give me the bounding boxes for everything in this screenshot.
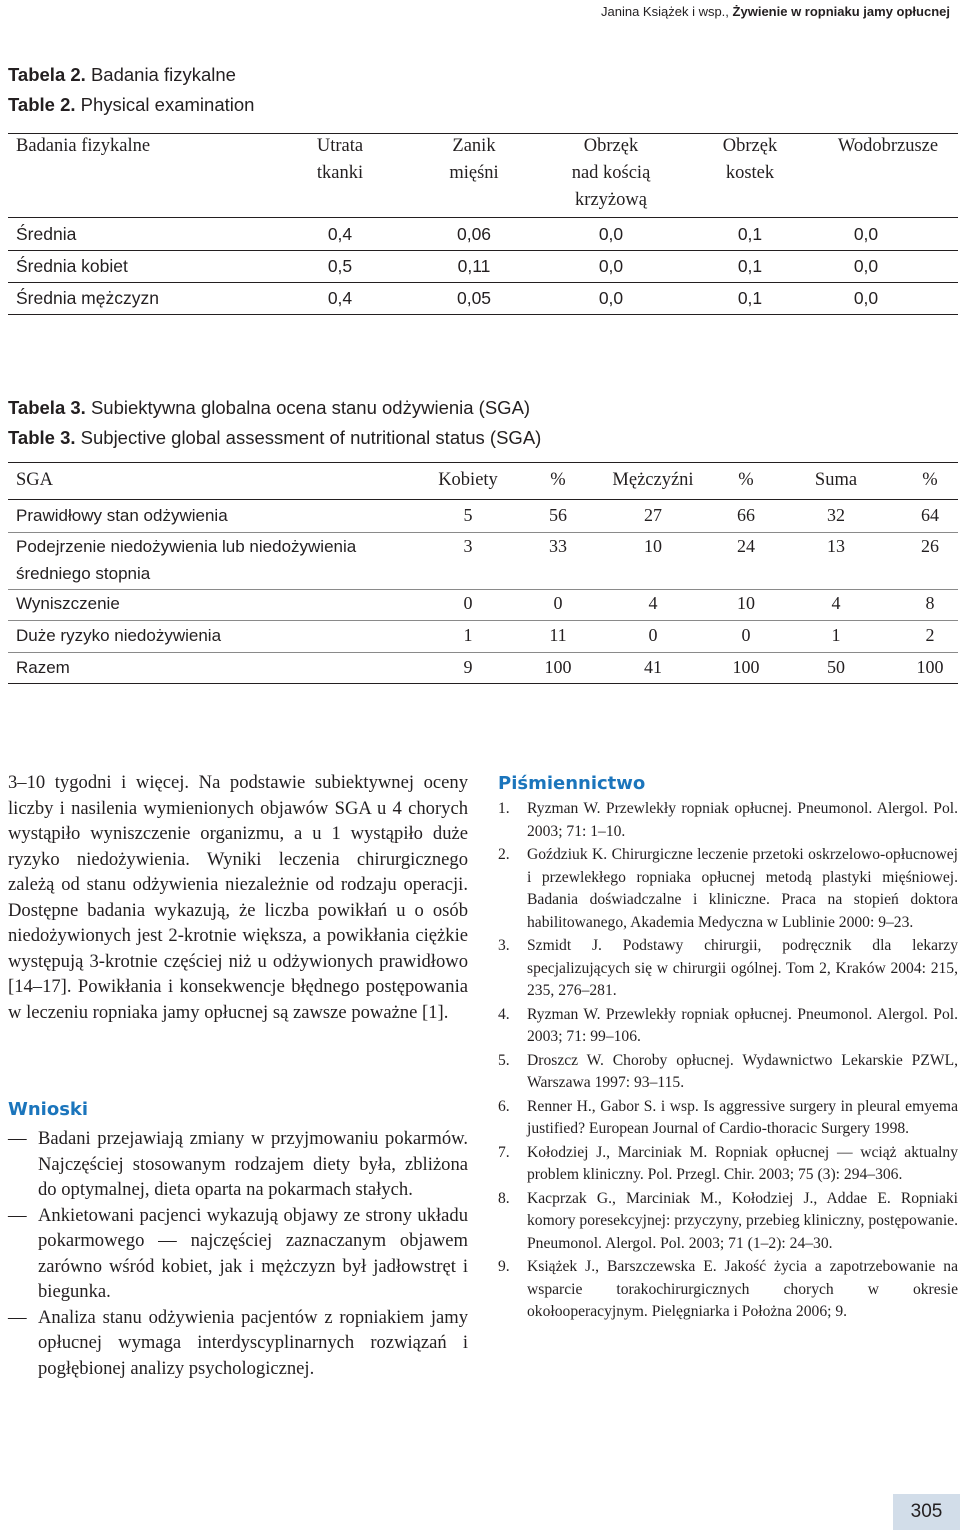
reference-number: 9.	[498, 1258, 510, 1275]
table3-header-pct1: %	[550, 470, 566, 490]
reference-text: Szmidt J. Podstawy chirurgii, podręcznik dla lekarzy specjalizujących się w chirurgii ogólnej. Tom 2, Kraków 2004: 215, 235, 276–281.	[527, 937, 958, 999]
table2-cell: 0,0	[853, 256, 879, 276]
table3-cell: 3	[463, 536, 473, 556]
table2-header-5: Wodobrzusze	[837, 136, 939, 156]
conclusion-text: Badani przejawiają zmiany w przyjmowaniu pokarmów. Najczęściej stosowanym rodzajem diety była, zbliżona do optymalnej, dieta oparta na pokarmach stałych.	[38, 1128, 468, 1200]
references-section	[498, 772, 958, 1325]
page-number: 305	[893, 1494, 960, 1530]
table2-label-pl: Tabela 2.	[8, 64, 86, 85]
reference-number: 8.	[498, 1189, 510, 1207]
running-head-title: Żywienie w ropniaku jamy opłucnej	[732, 4, 950, 19]
table3-header-kobiety: Kobiety	[438, 470, 498, 490]
reference-item	[498, 935, 958, 1003]
table3-header-pct3: %	[922, 470, 938, 490]
reference-item	[498, 844, 958, 934]
table2-cell: 0,11	[457, 256, 491, 276]
table2-cell: 0,0	[598, 224, 624, 244]
table2-cell: 0,0	[598, 288, 624, 308]
table2-header-0: Badania fizykalne	[16, 136, 151, 156]
table2-cell: 0,06	[456, 224, 492, 244]
reference-text: Droszcz W. Choroby opłucnej. Wydawnictwo Lekarskie PZWL, Warszawa 1997: 93–115.	[527, 1051, 958, 1091]
reference-text: Ryzman W. Przewlekły ropniak opłucnej. Pneumonol. Alergol. Pol. 2003; 71: 1–10.	[527, 800, 958, 840]
table2-row-rule	[8, 282, 958, 283]
reference-number: 4.	[498, 1005, 510, 1023]
table3-cell: 100	[916, 657, 944, 677]
reference-number: 2.	[498, 846, 510, 863]
table2-cell: 0,5	[327, 256, 353, 276]
reference-item	[498, 1096, 958, 1141]
dash: —	[8, 1306, 27, 1328]
table3-header-suma: Suma	[814, 470, 858, 490]
table3-title-en: Subjective global assessment of nutritional status (SGA)	[80, 427, 542, 448]
table3-bottom-rule	[8, 683, 958, 684]
table3-cell: 10	[644, 536, 662, 556]
table2-row-label: Średnia	[16, 224, 77, 244]
table2-title-pl: Badania fizykalne	[90, 64, 236, 85]
table3-cell: 9	[463, 657, 473, 677]
dash: —	[8, 1128, 27, 1149]
table2-row-label: Średnia mężczyzn	[16, 288, 159, 308]
references-heading: Piśmiennictwo	[498, 773, 646, 794]
reference-text: Goździuk K. Chirurgiczne leczenie przetoki oskrzelowo-opłucnowej i przewlekłego ropniaka opłucnej metodą plastyki mięśniowej. Badania doświadczalne i kliniczne. Praca na stopień doktora habilitowanego, Akademia Medyczna w Lublinie 2000: 9–23.	[527, 846, 958, 931]
table3-title-pl: Subiektywna globalna ocena stanu odżywienia (SGA)	[90, 397, 531, 418]
table2-cell: 0,0	[853, 224, 879, 244]
table3-cell: 4	[831, 593, 841, 613]
reference-number: 6.	[498, 1097, 510, 1115]
table2-cell: 0,1	[737, 288, 763, 308]
running-head	[601, 4, 950, 19]
reference-number: 7.	[498, 1143, 510, 1161]
conclusion-item	[8, 1305, 468, 1382]
body-left-column	[8, 770, 468, 1025]
reference-text: Książek J., Barszczewska E. Jakość życia a zapotrzebowanie na wsparcie torakochirurgicznych chorych w okresie okołooperacyjnym. Pielęgniarka i Położna 2006; 9.	[527, 1258, 958, 1320]
table3-cell: 5	[463, 505, 473, 525]
table3-label-en: Table 3.	[8, 427, 76, 448]
conclusions-section	[8, 1098, 468, 1381]
table2-header-3: Obrzęk nad kością krzyżową	[571, 136, 651, 210]
conclusion-text: Ankietowani pacjenci wykazują objawy ze strony układu pokarmowego — najczęściej zaznaczanym objawem zarówno wśród kobiet, jak i mężczyzn był jadłowstręt i biegunka.	[38, 1204, 468, 1302]
table3-cell: 10	[737, 593, 755, 613]
conclusions-heading: Wnioski	[8, 1099, 89, 1120]
table3-cell: 64	[921, 505, 939, 525]
table3-cell: 50	[827, 657, 845, 677]
table3-cell: 0	[741, 625, 751, 645]
table3-cell: 1	[831, 625, 841, 645]
table3-cell: 11	[549, 625, 567, 645]
table2-title-en: Physical examination	[80, 94, 255, 115]
table3-row-label: Podejrzenie niedożywienia lub niedożywienia średniego stopnia	[16, 537, 357, 583]
table2-bottom-rule	[8, 314, 958, 315]
conclusion-item	[8, 1203, 468, 1305]
reference-text: Renner H., Gabor S. i wsp. Is aggressive surgery in pleural emyema justified? European Journal of Cardio-thoracic Surgery 1998.	[527, 1097, 958, 1137]
reference-number: 3.	[498, 937, 510, 954]
reference-item	[498, 1004, 958, 1049]
running-head-authors: Janina Książek i wsp.,	[601, 4, 729, 19]
table3-row-rule	[8, 652, 958, 653]
table2-header-1: Utrata tkanki	[316, 136, 364, 183]
table3-cell: 0	[463, 593, 473, 613]
table3-cell: 8	[925, 593, 935, 613]
table3-cell: 26	[921, 536, 939, 556]
reference-item	[498, 1050, 958, 1095]
table3-cell: 27	[644, 505, 662, 525]
reference-item	[498, 1188, 958, 1256]
table3-cell: 100	[544, 657, 572, 677]
table3-row-rule	[8, 620, 958, 621]
reference-text: Ryzman W. Przewlekły ropniak opłucnej. Pneumonol. Alergol. Pol. 2003; 71: 99–106.	[527, 1005, 958, 1045]
table2-cell: 0,05	[456, 288, 492, 308]
dash: —	[8, 1204, 27, 1226]
reference-text: Kołodziej J., Marciniak M. Ropniak opłucnej — wciąż aktualny problem kliniczny. Pol. Przegl. Chir. 2003; 75 (3): 294–306.	[527, 1143, 958, 1183]
reference-number: 1.	[498, 800, 510, 817]
table2-cell: 0,1	[737, 256, 763, 276]
conclusion-item	[8, 1126, 468, 1203]
reference-number: 5.	[498, 1051, 510, 1069]
table3-cell: 66	[737, 505, 755, 525]
table3-header-pct2: %	[738, 470, 754, 490]
table2-header-rule	[8, 217, 958, 218]
table3-cell: 41	[644, 657, 662, 677]
table3-cell: 56	[549, 505, 567, 525]
table3-cell: 0	[648, 625, 658, 645]
reference-item	[498, 1142, 958, 1187]
table3-cell: 33	[549, 536, 567, 556]
table3-row-label: Prawidłowy stan odżywienia	[16, 506, 228, 525]
table2-caption	[8, 60, 254, 120]
table2-header-4: Obrzęk kostek	[722, 136, 778, 183]
table3-row-label: Razem	[16, 658, 70, 677]
conclusion-text: Analiza stanu odżywienia pacjentów z ropniakiem jamy opłucnej wymaga interdyscyplinarnych rozwiązań i pogłębionej analizy psychologicznej.	[38, 1306, 468, 1379]
references-list	[498, 798, 958, 1324]
table2-cell: 0,0	[853, 288, 879, 308]
table3-top-rule	[8, 462, 958, 463]
reference-text: Kacprzak G., Marciniak M., Kołodziej J., Addae E. Ropniaki komory poresekcyjnej: przyczyny, przebieg kliniczny, postępowanie. Pneumonol. Alergol. Pol. 2003; 71 (1–2): 24–30.	[527, 1189, 958, 1252]
table3-cell: 1	[463, 625, 473, 645]
table2-label-en: Table 2.	[8, 94, 76, 115]
reference-item	[498, 798, 958, 843]
table2-header-2: Zanik mięśni	[449, 136, 499, 183]
reference-item	[498, 1256, 958, 1324]
table3-row-label: Duże ryzyko niedożywienia	[16, 626, 222, 645]
table3-cell: 100	[732, 657, 760, 677]
table3-cell: 13	[827, 536, 845, 556]
body-paragraph: 3–10 tygodni i więcej. Na podstawie subiektywnej oceny liczby i nasilenia wymienionych objawów SGA u 4 chorych wystąpiło wyniszczenie organizmu, a u 1 wystąpiło duże ryzyko niedożywienia. Wyniki leczenia chirurgicznego zależą od stanu odżywienia niezależnie od rodzaju operacji. Dostępne badania wykazują, że liczba powikłań u o osób niedożywionych jest 2-krotnie większa, a powikłania ciężkie występują 3-krotnie częściej niż u odżywionych prawidłowo [14–17]. Powikłania i konsekwencje błędnego postępowania w leczeniu ropniaka jamy opłucnej są zawsze poważne [1].	[8, 772, 468, 1023]
table3-caption	[8, 393, 541, 453]
table3-cell: 2	[925, 625, 935, 645]
table2-cell: 0,4	[327, 224, 353, 244]
table3-cell: 0	[553, 593, 563, 613]
table3-cell: 32	[827, 505, 845, 525]
table2-cell: 0,1	[737, 224, 763, 244]
table2-row-rule	[8, 250, 958, 251]
table3-cell: 4	[648, 593, 658, 613]
table2-cell: 0,0	[598, 256, 624, 276]
table2-row-label: Średnia kobiet	[16, 256, 128, 276]
table3-row-label: Wyniszczenie	[16, 594, 120, 613]
table2-cell: 0,4	[327, 288, 353, 308]
table3-header-rule	[8, 499, 958, 500]
table3-header-mezczyzni: Mężczyźni	[612, 470, 694, 490]
table3-header-sga: SGA	[16, 470, 54, 490]
table3-cell: 24	[737, 536, 755, 556]
table3-label-pl: Tabela 3.	[8, 397, 86, 418]
